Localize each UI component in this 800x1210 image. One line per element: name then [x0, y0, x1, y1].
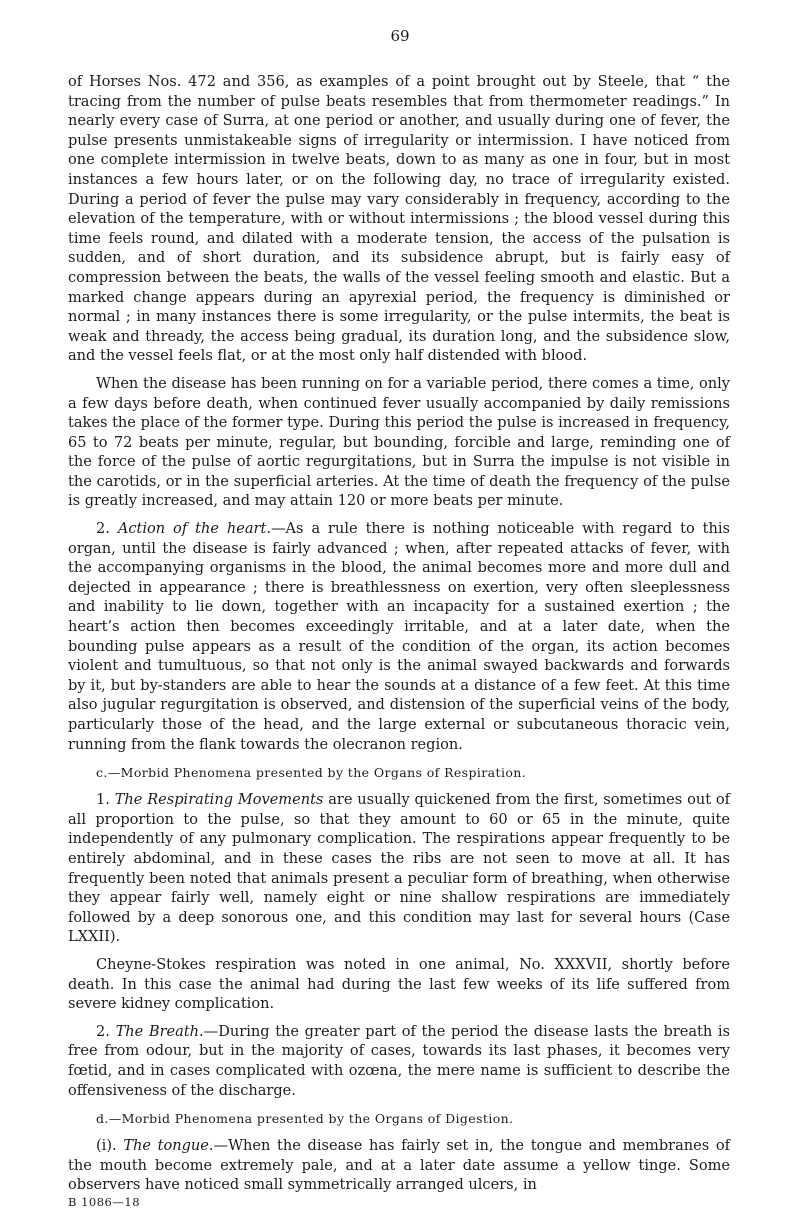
- paragraph-respirating-movements: [68, 790, 730, 947]
- section-title: The Breath.: [115, 1022, 204, 1040]
- section-body: are usually quickened from the first, sometimes out of all proportion to the pulse, so that they amount to 60 or 65 in the minute, quite independently of any pulmonary complication. The respirations appear frequently to be entirely abdominal, and in these cases the ribs are not seen to move at all. It has frequently been noted that animals present a peculiar form of breathing, when otherwise they appear fairly well, namely eight or nine shallow respirations are immediately followed by a deep sonorous one, and this condition may last for several hours (Case LXXII).: [68, 791, 731, 946]
- section-body: —When the disease has fairly set in, the tongue and membranes of the mouth become extremely pale, and at a later date assume a yellow tinge. Some observers have noticed small symmetrically arranged ulcers, in: [68, 1137, 730, 1194]
- section-number: (i).: [96, 1137, 117, 1155]
- section-body: —As a rule there is nothing noticeable with regard to this organ, until the disease is fairly advanced ; when, after repeated attacks of fever, with the accompanying organisms in the blood, the animal becomes more and more dull and dejected in appearance ; there is breathlessness on exertion, very often sleeplessness and inability to lie down, together with an incapacity for a sustained exertion ; the heart’s action then becomes exceedingly irritable, and at a later date, when the bounding pulse appears as a result of the condition of the organ, its action becomes violent and tumultuous, so that not only is the animal swayed backwards and forwards by it, but by-standers are able to hear the sounds at a distance of a few feet. At this time also jugular regurgitation is observed, and distension of the superficial veins of the body, particularly those of the head, and the large external or subcutaneous thoracic vein, running from the flank towards the olecranon region.: [68, 520, 731, 753]
- section-title: The Respirating Movements: [114, 791, 324, 809]
- section-number: 1.: [96, 791, 110, 809]
- section-title: Action of the heart.: [117, 520, 271, 538]
- printer-signature: B 1086—18: [68, 1194, 141, 1209]
- section-title: The tongue.: [123, 1137, 214, 1155]
- paragraph-action-of-heart: [68, 519, 730, 754]
- section-number: 2.: [96, 520, 110, 538]
- paragraph-continued-fever: When the disease has been running on for a variable period, there comes a time, only a few days before death, when continued fever usually accompanied by daily remissions takes the place of the former type. During this period the pulse is increased in frequency, 65 to 72 beats per minute, regular, but bounding, forcible and large, reminding one of the force of the pulse of aortic regurgitations, but in Surra the impulse is not visible in the carotids, or in the superficial arteries. At the time of death the frequency of the pulse is greatly increased, and may attain 120 or more beats per minute.: [68, 374, 730, 510]
- page-number: 69: [390, 27, 410, 45]
- heading-digestion: d.—Morbid Phenomena presented by the Organs of Digestion.: [96, 1111, 514, 1127]
- section-body: —During the greater part of the period the disease lasts the breath is free from odour, but in the majority of cases, towards its last phases, it becomes very fœtid, and in cases complicated with ozœna, the mere name is sufficient to describe the offensiveness of the discharge.: [68, 1022, 730, 1099]
- paragraph-cheyne-stokes: Cheyne-Stokes respiration was noted in one animal, No. XXXVII, shortly before death. In this case the animal had during the last few weeks of its life suffered from severe kidney complication.: [68, 955, 730, 1013]
- section-number: 2.: [96, 1022, 110, 1040]
- paragraph-tongue: [68, 1136, 730, 1195]
- paragraph-breath: [68, 1022, 730, 1100]
- paragraph-pulse-readings: of Horses Nos. 472 and 356, as examples of a point brought out by Steele, that “ the tracing from the number of pulse beats resembles that from thermometer readings.” In nearly every case of Surra, at one period or another, and usually during one of fever, the pulse presents unmistakeable signs of irregularity or intermission. I have noticed from one complete intermission in twelve beats, down to as many as one in four, but in most instances a few hours later, or on the following day, no trace of irregularity existed. During a period of fever the pulse may vary considerably in frequency, according to the elevation of the temperature, with or without intermissions ; the blood vessel during this time feels round, and dilated with a moderate tension, the access of the pulsation is sudden, and of short duration, and its subsidence abrupt, but is fairly easy of compression between the beats, the walls of the vessel feeling smooth and elastic. But a marked change appears during an apyrexial period, the frequency is diminished or normal ; in many instances there is some irregularity, or the pulse intermits, the beat is weak and thready, the access being gradual, its duration long, and the subsidence slow, and the vessel feels flat, or at the most only half distended with blood.: [68, 73, 730, 365]
- heading-respiration: c.—Morbid Phenomena presented by the Organs of Respiration.: [96, 765, 527, 781]
